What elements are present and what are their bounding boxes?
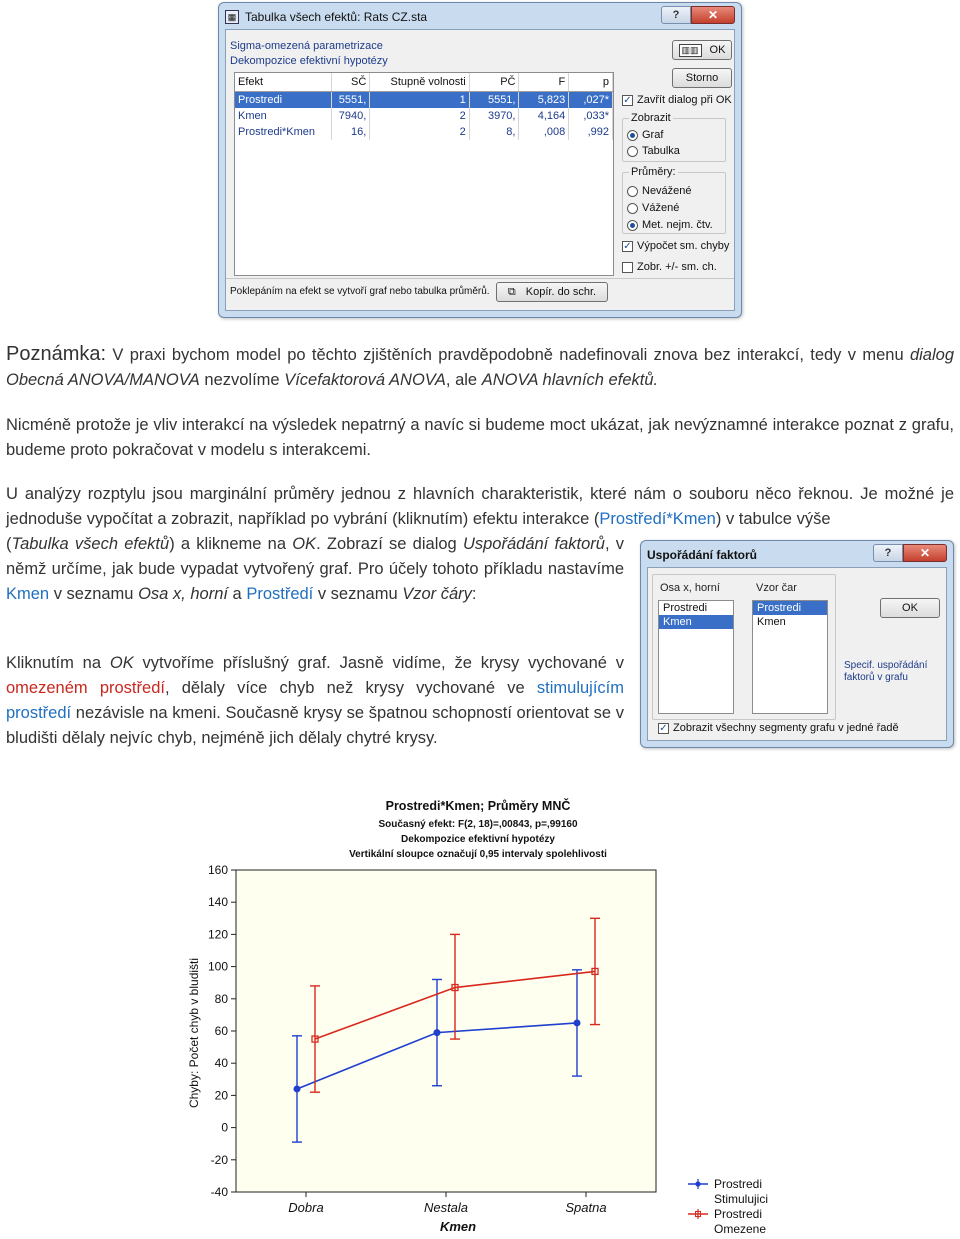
list-name: Vzor čáry — [402, 585, 472, 603]
osa-label: Osa x, horní — [660, 582, 720, 594]
calc-stderr-label: Výpočet sm. chyby — [637, 240, 730, 252]
paragraph-dialog-setup — [6, 532, 624, 607]
app-icon: ▦ — [225, 10, 239, 24]
y-tick-label: 20 — [214, 1088, 228, 1103]
y-tick-label: -20 — [210, 1152, 228, 1167]
table-cell: 5551, — [332, 92, 370, 108]
para-text: , v němž určíme, jak bude vypadat vytvořený graf. Pro účely tohoto příkladu nastavíme — [6, 535, 624, 578]
table-cell: 5551, — [470, 92, 520, 108]
means-chart — [180, 790, 780, 1239]
radio-selected-icon — [627, 220, 638, 231]
close-on-ok-label: Zavřít dialog při OK — [637, 94, 732, 106]
table-row[interactable] — [235, 92, 613, 108]
table-cell: ,008 — [519, 124, 569, 140]
table-cell: ,992 — [569, 124, 613, 140]
y-tick-label: -40 — [210, 1185, 228, 1199]
table-cell: ,033* — [569, 108, 613, 124]
para-text: ) v tabulce výše — [715, 510, 831, 528]
highlight-kmen: Kmen — [6, 585, 50, 603]
ok-button[interactable]: OK — [880, 598, 940, 618]
window-controls — [661, 6, 735, 24]
dialog-title: Uspořádání faktorů — [647, 548, 758, 562]
highlight-stimulating: stimulujícím prostředí — [6, 679, 624, 722]
radio-selected-icon — [627, 130, 638, 141]
menu-path: dialog Obecná ANOVA/MANOVA — [6, 346, 954, 389]
means-lsm-radio[interactable] — [627, 219, 713, 231]
radio-icon — [627, 186, 638, 197]
close-button[interactable]: ✕ — [691, 6, 735, 24]
table-row[interactable] — [235, 124, 613, 140]
para-text: U analýzy rozptylu jsou marginální průměry jednou z hlavních charakteristik, které nám o souboru něco řeknou. Je možné je jednoduše vypočítat a zobrazit, například po vybrání (kliknutím) efektu interakce ( — [6, 485, 954, 528]
copy-icon: ⧉ — [507, 285, 516, 298]
highlight-prostredi: Prostředí — [246, 585, 314, 603]
close-on-ok-checkbox[interactable] — [622, 94, 732, 106]
dialog-name: Tabulka všech efektů — [11, 535, 170, 553]
col-header-df[interactable]: Stupně volnosti — [370, 73, 469, 91]
help-button[interactable]: ? — [661, 6, 691, 24]
checkbox-checked-icon: ✓ — [623, 240, 632, 252]
show-table-radio[interactable] — [627, 145, 680, 157]
show-pm-stderr-label: Zobr. +/- sm. ch. — [637, 261, 717, 273]
table-cell: 4,164 — [519, 108, 569, 124]
legend-label: Omezene — [714, 1222, 767, 1236]
checkbox-icon — [622, 262, 633, 273]
para-text: nezávisle na kmeni. Současně krysy se špatnou schopností orientovat se v bludišti dělaly nejvíc chyb, nejméně jich dělaly chytré krysy. — [6, 704, 624, 747]
y-tick-label: 160 — [207, 863, 228, 877]
means-lsm-label: Met. nejm. čtv. — [642, 219, 713, 231]
means-group — [622, 166, 726, 234]
list-name: Osa x, horní — [138, 585, 228, 603]
means-unweighted-radio[interactable] — [627, 185, 692, 197]
para-text: , dělaly více chyb než krysy vychované ve — [164, 679, 537, 697]
copy-to-clipboard-button[interactable] — [496, 282, 608, 302]
ok-ref: OK — [109, 654, 134, 672]
y-axis-label: Chyby: Počet chyb v bludišti — [187, 957, 201, 1109]
dialog-titlebar[interactable] — [225, 8, 735, 26]
means-group-title: Průměry: — [631, 166, 676, 178]
copy-button-label: Kopír. do schr. — [525, 286, 597, 298]
show-table-label: Tabulka — [642, 145, 680, 157]
col-header-efekt[interactable]: Efekt — [235, 73, 332, 91]
y-tick-label: 40 — [214, 1056, 228, 1071]
spec-hint-line: Specif. uspořádání — [844, 660, 928, 671]
y-tick-label: 80 — [214, 991, 228, 1006]
checkbox-checked-icon: ✓ — [623, 94, 632, 106]
ok-button[interactable] — [672, 40, 732, 60]
table-cell: 2 — [370, 124, 469, 140]
table-cell: Kmen — [235, 108, 332, 124]
y-tick-label: 60 — [214, 1024, 228, 1038]
list-item[interactable]: Prostredi — [663, 602, 708, 614]
para-text: ) a klikneme na — [169, 535, 293, 553]
para-text: . Zobrazí se dialog — [316, 535, 463, 553]
close-button[interactable]: ✕ — [903, 544, 947, 562]
dialog-body — [225, 29, 735, 311]
ok-button-label: OK — [709, 44, 726, 56]
col-header-p[interactable]: p — [569, 73, 613, 91]
table-cell: ,027* — [569, 92, 613, 108]
means-chart-svg — [180, 790, 780, 1239]
col-header-f[interactable]: F — [519, 73, 569, 91]
footer-text: Poklepáním na efekt se vytvoří graf nebo tabulka průměrů. — [230, 286, 490, 297]
table-cell: 8, — [470, 124, 520, 140]
table-cell: Prostredi — [235, 92, 332, 108]
all-effects-dialog — [218, 2, 742, 318]
footer-divider — [226, 278, 734, 279]
window-controls — [873, 544, 947, 562]
list-item[interactable]: Kmen — [757, 616, 786, 628]
para-text: v seznamu — [49, 585, 139, 603]
show-pm-stderr-checkbox[interactable] — [622, 261, 717, 273]
list-item[interactable]: Prostredi — [753, 601, 827, 615]
note-text: nezvolíme — [199, 371, 285, 389]
radio-icon — [627, 146, 638, 157]
factor-arrangement-dialog — [640, 540, 954, 748]
table-row[interactable] — [235, 108, 613, 124]
paragraph-interactions: Nicméně protože je vliv interakcí na výsledek nepatrný a navíc si budeme moct ukázat, jak nevýznamné interakce poznat z grafu, budeme proto pokračovat v modelu s interakcemi. — [6, 416, 954, 459]
x-axis-label: Kmen — [439, 1219, 477, 1234]
legend-label: Prostredi — [714, 1207, 763, 1221]
x-tick-label: Spatna — [565, 1200, 607, 1215]
menu-option: Vícefaktorová ANOVA — [284, 371, 446, 389]
ok-chart-icon: ▥▥ — [679, 44, 702, 57]
means-unweighted-label: Nevážené — [642, 185, 692, 197]
data-point — [434, 1030, 440, 1036]
highlight-effect: Prostředí*Kmen — [599, 510, 716, 528]
table-cell: 3970, — [470, 108, 520, 124]
single-row-checkbox[interactable] — [658, 722, 899, 734]
plot-area — [208, 863, 768, 1236]
storno-button[interactable]: Storno — [672, 68, 732, 88]
single-row-label: Zobrazit všechny segmenty grafu v jedné řadě — [673, 722, 899, 734]
para-text: ( — [6, 535, 12, 553]
data-point — [294, 1086, 300, 1092]
para-text: v seznamu — [313, 585, 403, 603]
y-tick-label: 0 — [221, 1120, 228, 1135]
show-group — [622, 112, 726, 162]
calc-stderr-checkbox[interactable] — [622, 240, 729, 252]
paragraph-graph-interpretation — [6, 651, 624, 751]
dialog-title: Tabulka všech efektů: Rats CZ.sta — [245, 10, 428, 24]
show-group-title: Zobrazit — [631, 112, 671, 124]
data-point — [574, 1020, 580, 1026]
legend-label: Stimulujici — [714, 1192, 769, 1206]
para-text: a — [227, 585, 247, 603]
vzor-label: Vzor čar — [756, 582, 797, 594]
table-cell: 1 — [370, 92, 469, 108]
paragraph-marginal-means — [6, 482, 954, 532]
radio-icon — [627, 203, 638, 214]
x-tick-label: Nestala — [423, 1200, 469, 1215]
show-graph-label: Graf — [642, 129, 664, 141]
means-weighted-radio[interactable] — [627, 202, 679, 214]
spec-hint — [844, 660, 927, 684]
para-text: Kliknutím na — [6, 654, 110, 672]
osa-list[interactable] — [658, 600, 734, 714]
ok-ref: OK — [292, 535, 317, 553]
note-text: , ale — [445, 371, 482, 389]
note-paragraph — [6, 342, 954, 393]
effects-table — [234, 72, 614, 276]
checkbox-checked-icon: ✓ — [659, 722, 668, 734]
para-text: vytvoříme příslušný graf. Jasně vidíme, že krysy vychované v — [133, 654, 625, 672]
table-cell: Prostredi*Kmen — [235, 124, 332, 140]
vzor-list[interactable] — [752, 600, 828, 714]
y-tick-label: 120 — [207, 927, 228, 942]
y-tick-label: 140 — [207, 895, 228, 910]
y-tick-label: 100 — [207, 959, 228, 974]
help-button[interactable]: ? — [873, 544, 903, 562]
dialog-body — [647, 567, 947, 741]
note-text: V praxi bychom model po těchto zjištěních pravděpodobně nadefinovali znova bez interakcí, tedy v menu — [106, 346, 910, 364]
chart-title: Prostredi*Kmen; Průměry MNČ — [385, 799, 571, 813]
show-graph-radio[interactable] — [627, 129, 663, 141]
chart-subtitle-1: Současný efekt: F(2, 18)=,00843, p=,99160 — [378, 819, 578, 830]
table-cell: 5,823 — [519, 92, 569, 108]
table-cell: 7940, — [332, 108, 370, 124]
means-weighted-label: Vážené — [642, 202, 680, 214]
para-text: : — [471, 585, 477, 603]
menu-option: ANOVA hlavních efektů. — [481, 371, 659, 389]
highlight-restricted: omezeném prostředí — [6, 679, 165, 697]
dialog-name: Uspořádání faktorů — [462, 535, 605, 553]
col-header-sc[interactable]: SČ — [332, 73, 370, 91]
list-item[interactable]: Kmen — [659, 615, 733, 629]
chart-subtitle-3: Vertikální sloupce označují 0,95 intervaly spolehlivosti — [349, 849, 607, 860]
col-header-pc[interactable]: PČ — [470, 73, 520, 91]
note-label: Poznámka: — [6, 343, 107, 365]
legend-marker — [695, 1181, 700, 1186]
info-line-2: Dekompozice efektivní hypotézy — [230, 55, 388, 67]
table-cell: 2 — [370, 108, 469, 124]
chart-subtitle-2: Dekompozice efektivní hypotézy — [401, 834, 555, 845]
spec-hint-line: faktorů v grafu — [844, 672, 908, 683]
legend-label: Prostredi — [714, 1177, 763, 1191]
x-tick-label: Dobra — [288, 1200, 324, 1215]
info-line-1: Sigma-omezená parametrizace — [230, 40, 383, 52]
table-cell: 16, — [332, 124, 370, 140]
table-header — [235, 73, 613, 92]
